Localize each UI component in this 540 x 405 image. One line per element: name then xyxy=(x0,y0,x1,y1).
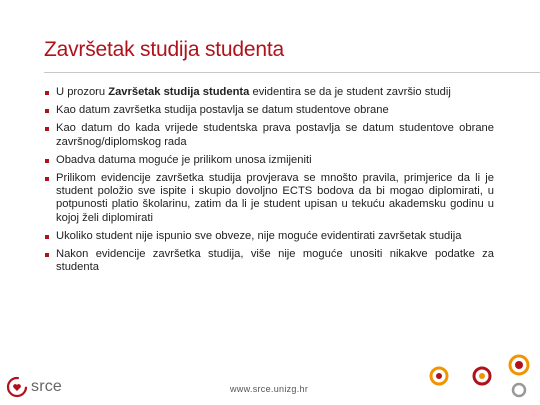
footer-url: www.srce.unizg.hr xyxy=(230,384,309,394)
logo-text: srce xyxy=(31,378,63,395)
bullet-item: Kao datum do kada vrijede studentska prava postavlja se datum studentove obrane završnog/diplomskog rada xyxy=(44,122,494,148)
bullet-list xyxy=(44,86,494,279)
title-divider xyxy=(44,72,540,73)
bullet-item: Ukoliko student nije ispunio sve obveze, nije moguće evidentirati završetak studija xyxy=(44,230,494,243)
slide-title: Završetak studija studenta xyxy=(44,38,284,61)
srce-logo-icon xyxy=(6,376,28,398)
bullet-item: Prilikom evidencije završetka studija provjerava se mnošto pravila, primjerice da li je student položio sve ispite i skupio dovoljno ECTS bodova da bi mogao diplomirati, u potpunosti platio školarinu, zatim da li je student upisan u tekuću akademsku godinu u kojoj želi diplomirati xyxy=(44,172,494,225)
bullet-item: Nakon evidencije završetka studija, više nije moguće unositi nikakve podatke za studenta xyxy=(44,248,494,274)
bullet-item: U prozoru Završetak studija studenta evidentira se da je student završio studij xyxy=(44,86,494,99)
decorative-circles-icon xyxy=(425,352,535,402)
bullet-item: Kao datum završetka studija postavlja se datum studentove obrane xyxy=(44,104,494,117)
bullet-item: Obadva datuma moguće je prilikom unosa izmijeniti xyxy=(44,154,494,167)
srce-logo xyxy=(6,376,62,398)
